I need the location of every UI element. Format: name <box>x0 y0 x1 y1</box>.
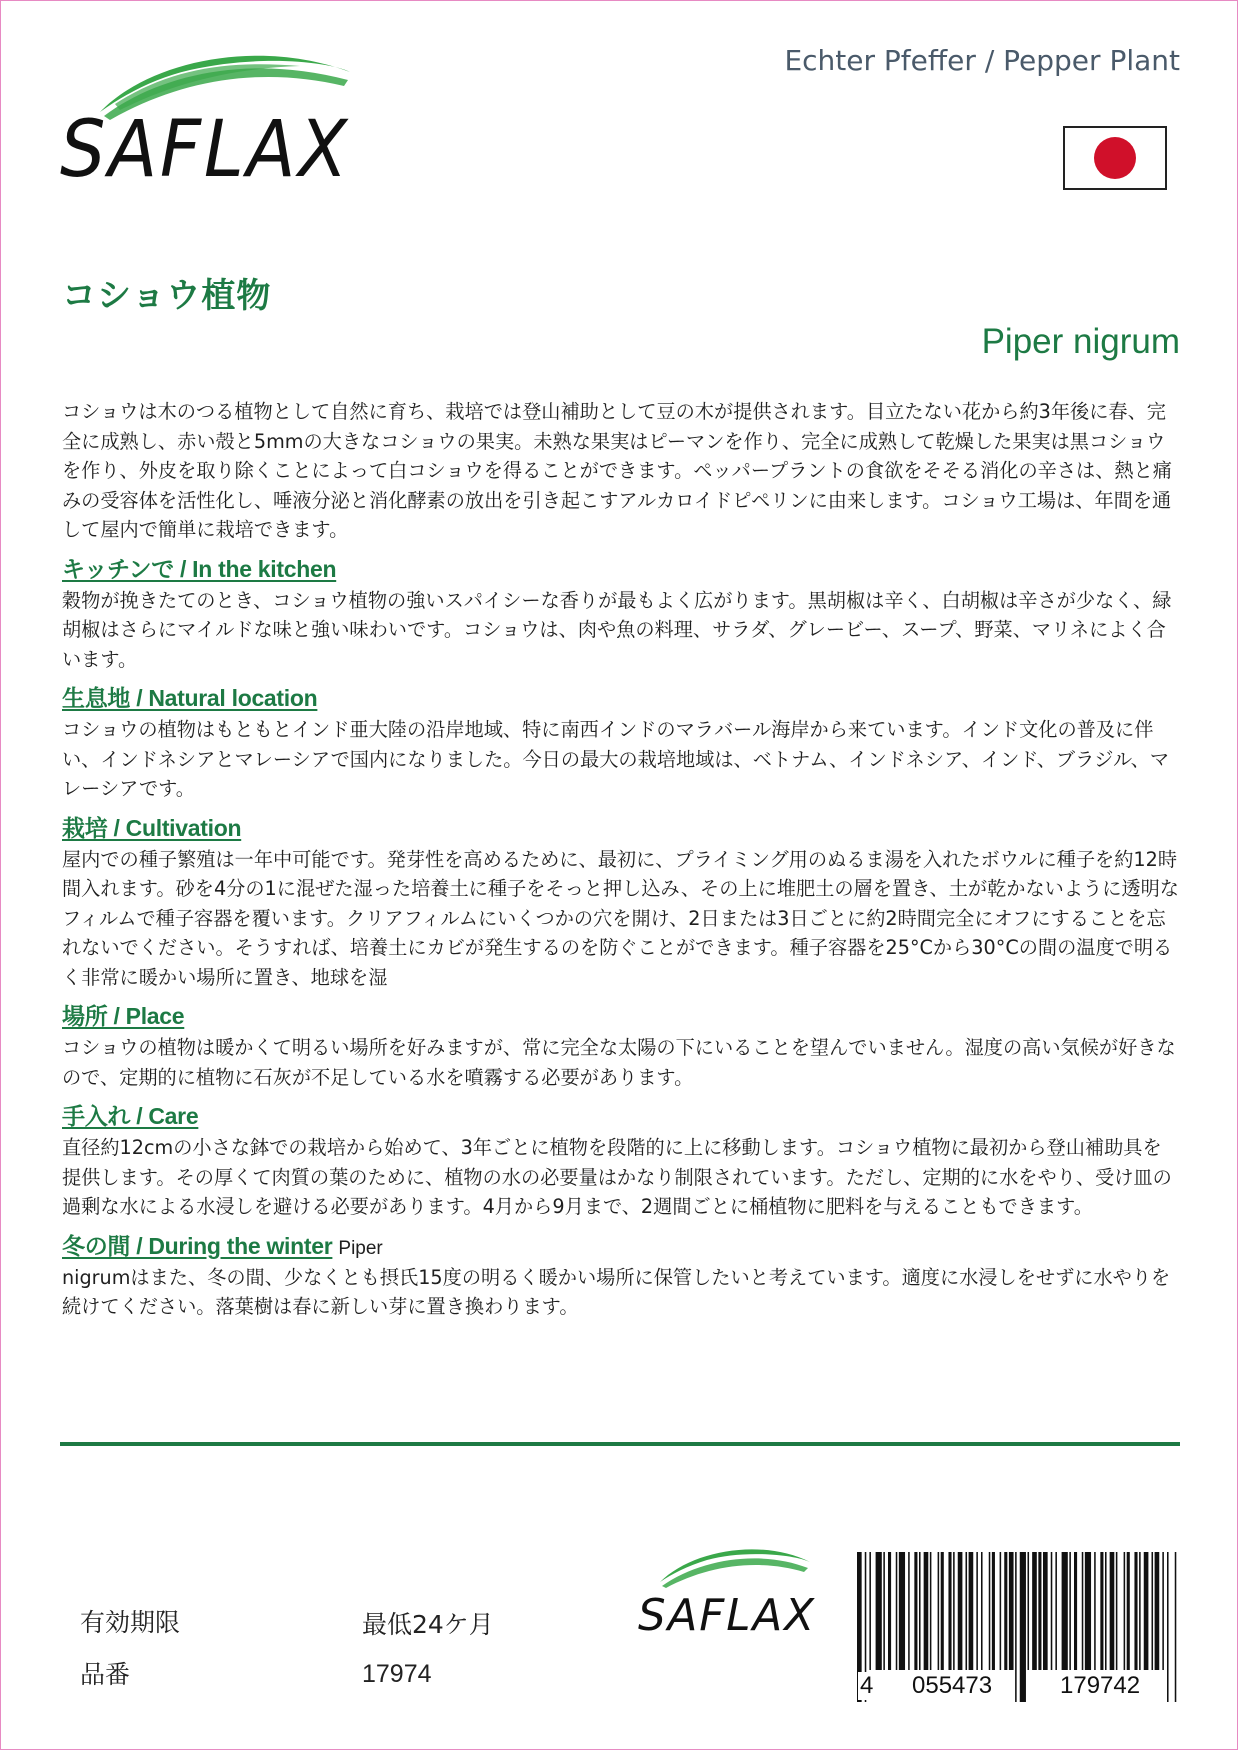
divider-rule <box>60 1442 1180 1446</box>
barcode-bar <box>1100 1552 1103 1670</box>
section-lead-word: Piper <box>338 1237 383 1259</box>
barcode-bar <box>1062 1552 1068 1670</box>
flag-red-disc <box>1094 137 1136 179</box>
logo-text: SAFLAX <box>638 1590 816 1641</box>
barcode-bar <box>969 1552 974 1670</box>
barcode-bar <box>1015 1552 1017 1702</box>
expiry-value: 最低24ケ月 <box>362 1610 494 1639</box>
barcode-bar <box>888 1552 891 1670</box>
barcode-bar <box>896 1552 898 1670</box>
barcode-bar <box>981 1552 983 1670</box>
logo-brushstroke <box>660 1549 810 1588</box>
barcode-bar <box>1085 1552 1091 1670</box>
barcode-bar <box>1124 1552 1126 1670</box>
section-title: 冬の間 / During the winter <box>62 1232 333 1259</box>
barcode-bar <box>876 1552 882 1670</box>
japan-flag-icon <box>1063 126 1167 190</box>
barcode-bar <box>899 1552 905 1670</box>
barcode-bar <box>1000 1552 1002 1670</box>
expiry-label: 有効期限 <box>80 1608 181 1637</box>
barcode-bar <box>1074 1552 1077 1670</box>
barcode-bar <box>1167 1552 1169 1702</box>
barcode-bar <box>869 1552 871 1670</box>
logo-text: SAFLAX <box>60 105 350 195</box>
section-cultivation <box>62 812 1180 993</box>
section-care <box>62 1100 1180 1222</box>
section-text: 穀物が挽きたてのとき、コショウ植物の強いスパイシーな香りが最もよく広がります。黒胡椒は辛く、白胡椒は辛さが少なく、緑胡椒はさらにマイルドな味と強い味わいです。コショウは、肉や魚の料理、サラダ、グレービー、スープ、野菜、マリネによく合います。 <box>62 588 1172 671</box>
section-text: 屋内での種子繁殖は一年中可能です。発芽性を高めるために、最初に、プライミング用のぬるま湯を入れたボウルに種子を約12時間入れます。砂を4分の1に混ぜた湿った培養土に種子をそっと押し込み、その上に堆肥土の層を置き、土が乾かないように透明なフィルムで種子容器を覆います。クリアフィルムにいくつかの穴を開け、2日または3日ごとに約2時間完全にオフにすることを忘れないでください。そうすれば、培養土にカビが発生するのを防ぐことができます。種子容器を25°Cから30°Cの間の温度で明るく非常に暖かい場所に置き、地球を湿 <box>62 847 1179 989</box>
section-place <box>62 1000 1180 1092</box>
barcode-bar <box>919 1552 921 1670</box>
barcode-bar <box>992 1552 995 1670</box>
product-title-ja: コショウ植物 <box>62 276 272 316</box>
barcode-bar <box>908 1552 910 1670</box>
saflax-logo-small <box>632 1540 832 1650</box>
barcode-bar <box>1116 1552 1118 1670</box>
barcode-digits-left: 055473 <box>912 1672 993 1699</box>
section-title: 生息地 / Natural location <box>62 685 318 711</box>
barcode-bar <box>1152 1552 1154 1670</box>
section-kitchen <box>62 553 1180 675</box>
barcode-bar <box>1009 1552 1014 1670</box>
intro-paragraph: コショウは木のつる植物として自然に育ち、栽培では登山補助として豆の木が提供されます。目立たない花から約3年後に春、完全に成熟し、赤い殻と5mmの大きなコショウの果実。未熟な果実はピーマンを作り、完全に成熟して乾燥した果実は黒コショウを作り、外皮を取り除くことによって白コショウを得ることができます。ペッパープラントの食欲をそそる消化の辛さは、熱と痛みの受容体を活性化し、唾液分泌と消化酵素の放出を引き起こすアルカロイドピペリンに由来します。コショウ工場は、年間を通して屋内で簡単に栽培できます。 <box>62 400 1172 541</box>
barcode-bar <box>1175 1552 1177 1702</box>
barcode-bar <box>941 1552 944 1670</box>
barcode-bar <box>924 1552 929 1670</box>
barcode-bar <box>1055 1552 1057 1670</box>
barcode-bar <box>1032 1552 1037 1670</box>
barcode-bar <box>930 1552 932 1670</box>
section-title: キッチンで / In the kitchen <box>62 555 337 582</box>
barcode-bar <box>1094 1552 1096 1670</box>
barcode-bar <box>1051 1552 1053 1670</box>
barcode-bar <box>1038 1552 1041 1670</box>
description-content <box>62 397 1180 1322</box>
barcode-bar <box>938 1552 940 1670</box>
page-header-title: Echter Pfeffer / Pepper Plant <box>784 44 1180 77</box>
section-title: 手入れ / Care <box>62 1103 199 1129</box>
barcode-bar <box>883 1552 885 1670</box>
barcode-bar <box>1139 1552 1141 1670</box>
barcode-bar <box>1134 1552 1137 1670</box>
item-number-value: 17974 <box>362 1660 432 1688</box>
saflax-logo <box>60 40 400 210</box>
barcode-bar <box>953 1552 955 1670</box>
barcode-bar <box>1028 1552 1030 1670</box>
barcode-bar <box>1105 1552 1107 1670</box>
barcode-bar <box>948 1552 951 1670</box>
product-latin-name: Piper nigrum <box>981 322 1180 361</box>
section-text: nigrumはまた、冬の間、少なくとも摂氏15度の明るく暖かい場所に保管したいと考えています。適度に水浸しをせずに水やりを続けてください。落葉樹は春に新しい芽に置き換わります。 <box>62 1265 1171 1318</box>
barcode-bar <box>1127 1552 1130 1670</box>
item-number-label: 品番 <box>80 1660 131 1689</box>
barcode-bar <box>1155 1552 1160 1670</box>
section-natural-location <box>62 682 1180 804</box>
section-text: コショウの植物はもともとインド亜大陸の沿岸地域、特に南西インドのマラバール海岸から来ています。インド文化の普及に伴い、インドネシアとマレーシアで国内になりました。今日の最大の栽培地域は、ベトナム、インドネシア、インド、ブラジル、マレーシアです。 <box>62 718 1170 800</box>
barcode-bar <box>1082 1552 1084 1670</box>
section-text: コショウの植物は暖かくて明るい場所を好みますが、常に完全な太陽の下にいることを望んでいません。湿度の高い気候が好きなので、定期的に植物に石灰が不足している水を噴霧する必要があります。 <box>62 1036 1176 1089</box>
barcode-bar <box>1043 1552 1048 1670</box>
barcode-bar <box>914 1552 917 1670</box>
barcode-bar <box>1020 1552 1026 1702</box>
barcode-bar <box>1162 1552 1164 1670</box>
section-title: 栽培 / Cultivation <box>62 814 242 841</box>
barcode-digit-lead: 4 <box>860 1672 874 1699</box>
section-title: 場所 / Place <box>62 1003 185 1029</box>
barcode-bar <box>1110 1552 1115 1670</box>
barcode-digits-right: 179742 <box>1060 1672 1141 1699</box>
barcode-bar <box>989 1552 991 1670</box>
barcode-bar <box>958 1552 963 1670</box>
barcode-bar <box>976 1552 978 1670</box>
barcode-bar <box>1004 1552 1007 1670</box>
barcode-bar <box>1069 1552 1071 1670</box>
barcode-bar <box>966 1552 968 1670</box>
barcode-bar <box>1144 1552 1149 1670</box>
section-text: 直径約12cmの小さな鉢での栽培から始めて、3年ごとに植物を段階的に上に移動します。コショウ植物に最初から登山補助具を提供します。その厚くて肉質の葉のために、植物の水の必要量はかなり制限されています。ただし、定期的に水をやり、受け皿の過剰な水による水浸しを避ける必要があります。4月から9月まで、2週間ごとに桶植物に肥料を与えることもできます。 <box>62 1136 1172 1218</box>
section-winter <box>62 1230 1180 1322</box>
